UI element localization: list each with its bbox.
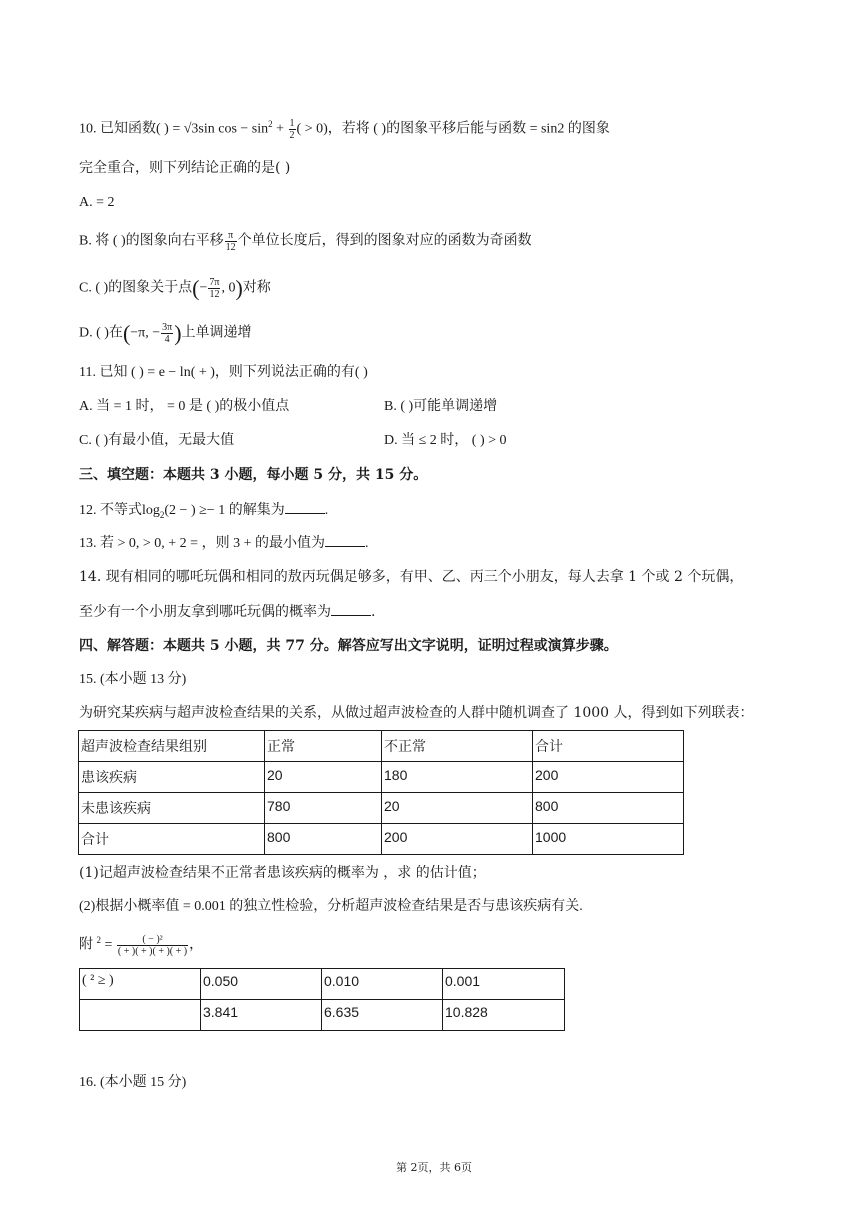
- q15-intro: 为研究某疾病与超声波检查结果的关系，从做过超声波检查的人群中随机调查了 1000 人，得到如下列联表：: [79, 705, 754, 721]
- q11-option-b: B. ( )可能单调递增: [384, 399, 498, 414]
- table-cell: 6.635: [322, 1000, 443, 1031]
- q10-option-c-fraction: [208, 277, 220, 300]
- q13-period: .: [364, 536, 369, 551]
- table-cell: 患该疾病: [79, 762, 265, 793]
- q10-stem-line1: [79, 118, 610, 141]
- table-row: [80, 969, 565, 1000]
- q10-option-b-fraction: [225, 230, 237, 253]
- q10-option-d: D. ( )在(−π, − $\frac{3\pi}{4}$ )上单调递增: [79, 320, 252, 346]
- q14-answer-blank: [331, 602, 371, 616]
- contingency-table: [78, 730, 684, 855]
- frac-num: 7π: [209, 277, 220, 288]
- q15-part1: (1)记超声波检查结果不正常者患该疾病的概率为 ，求 的估计值；: [79, 865, 486, 881]
- q10-option-d-fraction: [161, 322, 173, 345]
- table-row: [80, 1000, 565, 1031]
- q11-option-c: C. ( )有最小值，无最大值: [79, 433, 235, 448]
- frac-den: 2: [289, 130, 295, 141]
- q11-stem: 11. 已知 ( ) = e − ln( + )，则下列说法正确的有( ): [79, 365, 368, 380]
- q10-text-rest: ( > 0)，若将 ( )的图象平移后能与函数 = sin2 的图象: [296, 121, 610, 137]
- table-cell: 0.001: [443, 969, 565, 1000]
- table-cell: 200: [382, 824, 533, 855]
- q10-option-b-rest: 个单位长度后，得到的图象对应的函数为奇函数: [237, 233, 532, 249]
- frac-num: 3π: [162, 322, 173, 333]
- q10-plus: +: [272, 121, 288, 137]
- q11-option-d: D. 当 ≤ 2 时， ( ) > 0: [384, 433, 507, 448]
- frac-den: 12: [225, 242, 236, 253]
- table-cell: 未患该疾病: [79, 793, 265, 824]
- q10-option-d-rest: 上单调递增: [181, 325, 252, 341]
- table-row: [79, 762, 684, 793]
- q13: [79, 533, 368, 554]
- q14-period: .: [371, 604, 376, 620]
- q10-function: ( ) = √3sin cos − sin: [156, 121, 269, 137]
- q10-text: 10. 已知函数: [79, 121, 156, 137]
- q12-text-rest: (2 − ) ≥− 1 的解集为: [164, 503, 285, 518]
- q14-line2: [79, 602, 375, 622]
- q12-text: 12. 不等式log: [79, 503, 160, 518]
- frac-den: ( + )( + )( + )( + ): [117, 946, 188, 957]
- section-4-heading: 四、解答题：本题共 5 小题，共 77 分。解答应写出文字说明，证明过程或演算步骤。: [79, 638, 618, 654]
- table-cell: ( ² ≥ ): [80, 969, 201, 1000]
- q10-option-a: A. = 2: [79, 195, 115, 210]
- q14-text: 至少有一个小朋友拿到哪吒玩偶的概率为: [79, 604, 331, 620]
- q10-exponent: 2: [268, 119, 273, 130]
- q10-option-c-rest: 对称: [242, 280, 271, 296]
- q10-half-fraction: [289, 118, 296, 141]
- frac-den: 12: [209, 289, 220, 300]
- table-row: [79, 824, 684, 855]
- table-cell: [80, 1000, 201, 1031]
- table-cell: 不正常: [382, 731, 533, 762]
- frac-num: ( − )²: [117, 934, 188, 946]
- q10-stem-line2: 完全重合，则下列结论正确的是( ): [79, 160, 291, 176]
- table-cell: 800: [533, 793, 684, 824]
- table-cell: 780: [265, 793, 382, 824]
- table-row: [79, 793, 684, 824]
- table-row: [79, 731, 684, 762]
- q10-option-c-text: C. ( )的图象关于点: [79, 280, 193, 296]
- formula-exponent: 2: [96, 935, 101, 946]
- q11-option-a: A. 当 = 1 时， = 0 是 ( )的极小值点: [79, 399, 290, 414]
- formula-comma: ，: [189, 937, 204, 953]
- q12: [79, 500, 328, 521]
- table-cell: 200: [533, 762, 684, 793]
- q12-period: .: [324, 503, 329, 518]
- table-cell: 1000: [533, 824, 684, 855]
- formula-equals: =: [101, 937, 116, 953]
- q10-option-b-text: B. 将 ( )的图象向右平移: [79, 233, 224, 249]
- left-paren: (: [122, 320, 131, 346]
- table-cell: 3.841: [201, 1000, 322, 1031]
- section-3-heading: 三、填空题：本题共 3 小题，每小题 5 分，共 15 分。: [79, 467, 428, 483]
- q13-text: 13. 若 > 0, > 0, + 2 = ，则 3 + 的最小值为: [79, 536, 325, 551]
- table-cell: 超声波检查结果组别: [79, 731, 265, 762]
- right-paren: ): [235, 275, 243, 301]
- q10-option-d-text: D. ( )在: [79, 325, 123, 341]
- q12-answer-blank: [285, 500, 325, 514]
- table-cell: 20: [265, 762, 382, 793]
- q15-part2: (2)根据小概率值 = 0.001 的独立性检验，分析超声波检查结果是否与患该疾病有关.: [79, 899, 583, 914]
- q16-title: 16. (本小题 15 分): [79, 1075, 187, 1090]
- frac-den: 4: [164, 334, 170, 345]
- q12-log-base: 2: [159, 509, 165, 520]
- q10-option-c: C. ( )的图象关于点(− $\frac{7\pi}{12}$ , 0)对称: [79, 275, 271, 301]
- critical-value-table: [79, 968, 565, 1031]
- table-cell: 合计: [79, 824, 265, 855]
- q10-option-b: [79, 230, 532, 253]
- q15-formula: [79, 934, 203, 957]
- table-cell: 180: [382, 762, 533, 793]
- formula-prefix: 附: [79, 937, 97, 953]
- left-paren: (: [192, 275, 200, 301]
- right-paren: ): [174, 320, 182, 346]
- frac-num: 1: [289, 118, 295, 129]
- table-cell: 800: [265, 824, 382, 855]
- table-cell: 正常: [265, 731, 382, 762]
- q14-line1: 14. 现有相同的哪吒玩偶和相同的敖丙玩偶足够多，有甲、乙、丙三个小朋友，每人去拿 1 个或 2 个玩偶，: [79, 569, 744, 585]
- table-cell: 10.828: [443, 1000, 565, 1031]
- frac-num: π: [225, 230, 237, 242]
- table-cell: 合计: [533, 731, 684, 762]
- table-cell: 0.010: [322, 969, 443, 1000]
- table-cell: 0.050: [201, 969, 322, 1000]
- page-footer: 第 2页，共 6页: [396, 1161, 472, 1174]
- q13-answer-blank: [325, 533, 365, 547]
- q15-title: 15. (本小题 13 分): [79, 672, 187, 687]
- chi-square-fraction: [117, 934, 188, 957]
- table-cell: 20: [382, 793, 533, 824]
